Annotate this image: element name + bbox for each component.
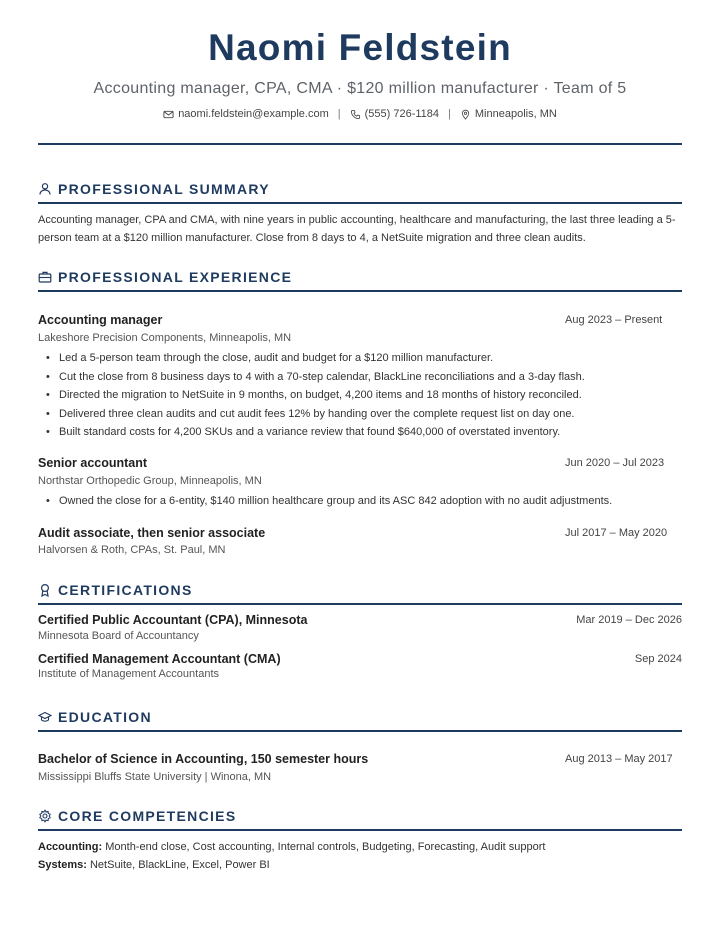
user-icon: [38, 182, 52, 196]
location-text: Minneapolis, MN: [474, 108, 557, 121]
certification-entry: [38, 613, 682, 629]
contact-phone[interactable]: [350, 106, 439, 122]
certification-entry: [38, 652, 682, 668]
map-pin-icon: [460, 109, 471, 120]
section-title: PROFESSIONAL EXPERIENCE: [58, 269, 293, 285]
briefcase-icon: [38, 270, 52, 284]
education-heading: [38, 708, 682, 726]
job-bullets: [38, 349, 682, 442]
experience-heading: [38, 268, 682, 286]
contact-separator: |: [448, 108, 451, 120]
bullet-item: • Led a 5-person team through the close, audit and budget for a $120 million manufacturer.: [38, 349, 682, 368]
certification-name: Certified Management Accountant (CMA): [38, 652, 281, 666]
competency-row: [38, 857, 270, 873]
job-bullets: [38, 492, 682, 511]
job-title: Audit associate, then senior associate: [38, 526, 266, 540]
section-divider: [38, 202, 682, 204]
competencies-heading: [38, 807, 682, 825]
gear-icon: [38, 809, 52, 823]
candidate-name: Naomi Feldstein: [208, 27, 512, 68]
email-text: naomi.feldstein@example.com: [178, 108, 329, 121]
certifications-heading: [38, 581, 682, 599]
education-dates: Aug 2013 – May 2017: [565, 753, 673, 765]
job-entry: [38, 526, 682, 542]
education-entry: [38, 752, 682, 768]
job-dates: Aug 2023 – Present: [565, 314, 663, 326]
ribbon-icon: [38, 583, 52, 597]
certification-dates: Sep 2024: [634, 653, 682, 665]
summary-text: Accounting manager, CPA and CMA, with nine years in public accounting, healthcare and manufacturing, the last three leading a 5-person team at a $120 million manufacturer. Close from 8 days to 4, a NetSuite migration and three clean audits.: [38, 214, 676, 244]
certification-dates: Mar 2019 – Dec 2026: [576, 614, 682, 626]
competency-row: [38, 839, 546, 855]
contact-location: [460, 106, 557, 122]
bullet-item: • Directed the migration to NetSuite in 9 months, on budget, 4,200 items and 18 months of history reconciled.: [38, 386, 682, 405]
phone-icon: [350, 109, 361, 120]
summary-heading: [38, 180, 682, 198]
tagline: Accounting manager, CPA, CMA · $120 million manufacturer · Team of 5: [93, 80, 627, 97]
job-dates: Jun 2020 – Jul 2023: [565, 457, 665, 469]
bullet-item: • Delivered three clean audits and cut audit fees 12% by handing over the complete request list on day one.: [38, 405, 682, 424]
section-title: CORE COMPETENCIES: [58, 808, 237, 824]
job-org: Northstar Orthopedic Group, Minneapolis, MN: [38, 475, 262, 487]
degree-name: Bachelor of Science in Accounting, 150 semester hours: [38, 752, 369, 766]
school-name: Mississippi Bluffs State University | Winona, MN: [38, 771, 272, 783]
competency-label: Systems:: [38, 859, 87, 871]
section-divider: [38, 730, 682, 732]
certification-name: Certified Public Accountant (CPA), Minnesota: [38, 613, 308, 627]
job-entry: [38, 313, 682, 329]
competency-value: NetSuite, BlackLine, Excel, Power BI: [89, 859, 270, 871]
section-divider: [38, 829, 682, 831]
job-entry: [38, 456, 682, 472]
job-org: Lakeshore Precision Components, Minneapolis, MN: [38, 332, 292, 344]
job-title: Senior accountant: [38, 456, 148, 470]
envelope-icon: [163, 109, 174, 120]
job-org: Halvorsen & Roth, CPAs, St. Paul, MN: [38, 544, 226, 556]
section-title: PROFESSIONAL SUMMARY: [58, 181, 270, 197]
graduation-cap-icon: [38, 710, 52, 724]
phone-text: (555) 726-1184: [364, 108, 440, 121]
contact-line: [38, 106, 682, 122]
bullet-item: • Built standard costs for 4,200 SKUs and a variance review that found $640,000 of overstated inventory.: [38, 423, 682, 442]
section-divider: [38, 290, 682, 292]
section-title: EDUCATION: [58, 709, 152, 725]
bullet-item: • Owned the close for a 6-entity, $140 million healthcare group and its ASC 842 adoption with no audit adjustments.: [38, 492, 682, 511]
competency-value: Month-end close, Cost accounting, Internal controls, Budgeting, Forecasting, Audit support: [105, 841, 546, 853]
section-title: CERTIFICATIONS: [58, 582, 193, 598]
competency-label: Accounting:: [38, 841, 103, 853]
section-divider: [38, 603, 682, 605]
certification-issuer: Minnesota Board of Accountancy: [38, 630, 199, 642]
bullet-item: • Cut the close from 8 business days to 4 with a 70-step calendar, BlackLine reconciliations and a 3-day flash.: [38, 368, 682, 387]
contact-email[interactable]: [163, 106, 329, 122]
certification-issuer: Institute of Management Accountants: [38, 668, 220, 680]
job-dates: Jul 2017 – May 2020: [565, 527, 668, 539]
contact-separator: |: [337, 108, 341, 120]
job-title: Accounting manager: [38, 313, 163, 327]
header-divider: [38, 143, 682, 145]
